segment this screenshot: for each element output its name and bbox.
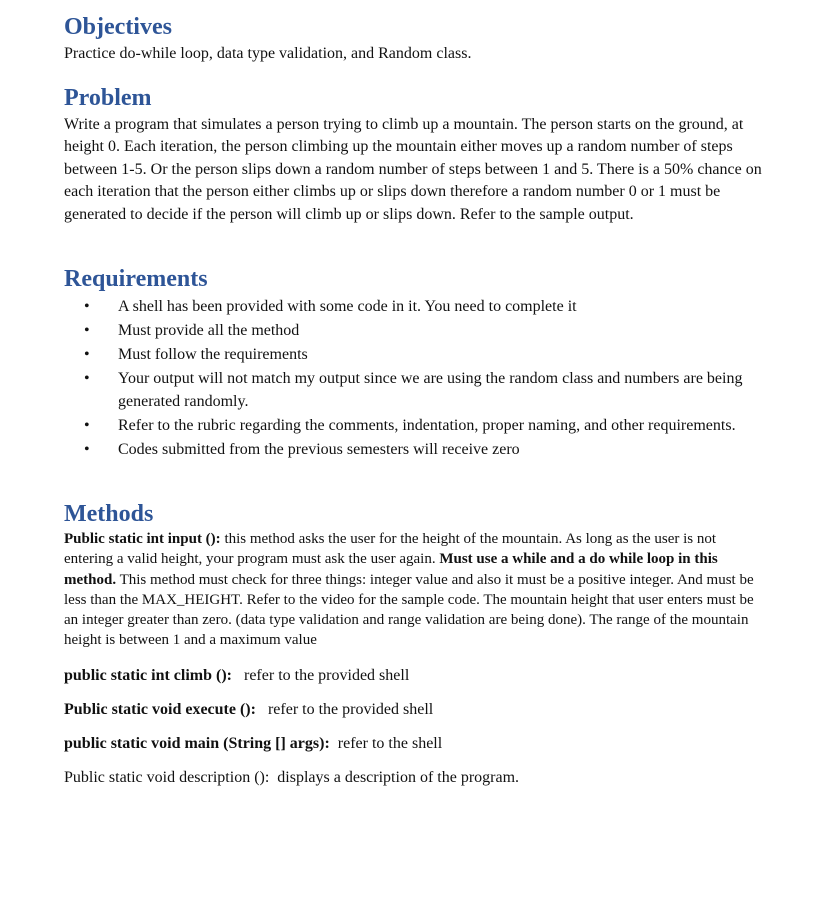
bullet-icon: • bbox=[84, 370, 90, 387]
method-input-loop-requirement: Must use a while and a do while loop in this method. bbox=[64, 551, 718, 588]
objectives-heading: Objectives bbox=[64, 14, 172, 40]
problem-heading: Problem bbox=[64, 85, 152, 111]
bullet-icon: • bbox=[84, 322, 90, 339]
list-item: • Refer to the rubric regarding the comments, indentation, proper naming, and other requirements. bbox=[84, 415, 774, 438]
list-item: • Your output will not match my output since we are using the random class and numbers are being generated randomly. bbox=[84, 370, 743, 410]
objectives-text: Practice do-while loop, data type validation, and Random class. bbox=[64, 45, 472, 62]
method-description: Public static void description (): displays a description of the program. bbox=[64, 769, 520, 786]
method-climb: public static int climb (): refer to the provided shell bbox=[64, 667, 410, 684]
method-execute: Public static void execute (): refer to the provided shell bbox=[64, 701, 434, 718]
bullet-icon: • bbox=[84, 298, 90, 315]
list-item: • Must follow the requirements bbox=[84, 344, 774, 367]
requirements-list bbox=[84, 296, 774, 463]
method-climb-signature: public static int climb (): bbox=[64, 667, 232, 684]
methods-heading: Methods bbox=[64, 501, 154, 527]
method-input-description: Public static int input (): this method asks the user for the height of the mountain. As long as the user is not entering a valid height, your program must ask the user again. Must use a while and a do while loop in this method. This method must check for three things: integer value and also it must be a positive integer. And must be less than the MAX_HEIGHT. Refer to the video for the sample code. The mountain height that user enters must be an integer greater than zero. (data type validation and range validation are being done). The range of the mountain height is between 1 and a maximum value bbox=[64, 531, 754, 649]
list-item: • Must provide all the method bbox=[84, 320, 774, 343]
requirements-heading: Requirements bbox=[64, 266, 208, 292]
method-main: public static void main (String [] args): refer to the shell bbox=[64, 735, 443, 752]
bullet-icon: • bbox=[84, 440, 90, 458]
problem-text: Write a program that simulates a person trying to climb up a mountain. The person starts on the ground, at height 0. Each iteration, the person climbing up the mountain either moves up a random number of steps between 1-5. Or the person slips down a random number of steps between 1 and 5. There is a 50% chance on each iteration that the person either climbs up or slips down therefore a random number 0 or 1 must be generated to decide if the person will climb up or slips down. Refer to the sample output. bbox=[64, 116, 762, 223]
method-main-signature: public static void main (String [] args): bbox=[64, 735, 330, 752]
method-execute-signature: Public static void execute (): bbox=[64, 701, 256, 718]
list-item: • Codes submitted from the previous semesters will receive zero bbox=[84, 439, 774, 462]
bullet-icon: • bbox=[84, 346, 90, 363]
method-input-signature: Public static int input (): bbox=[64, 531, 221, 547]
list-item: • A shell has been provided with some code in it. You need to complete it bbox=[84, 296, 774, 319]
bullet-icon: • bbox=[84, 416, 90, 434]
